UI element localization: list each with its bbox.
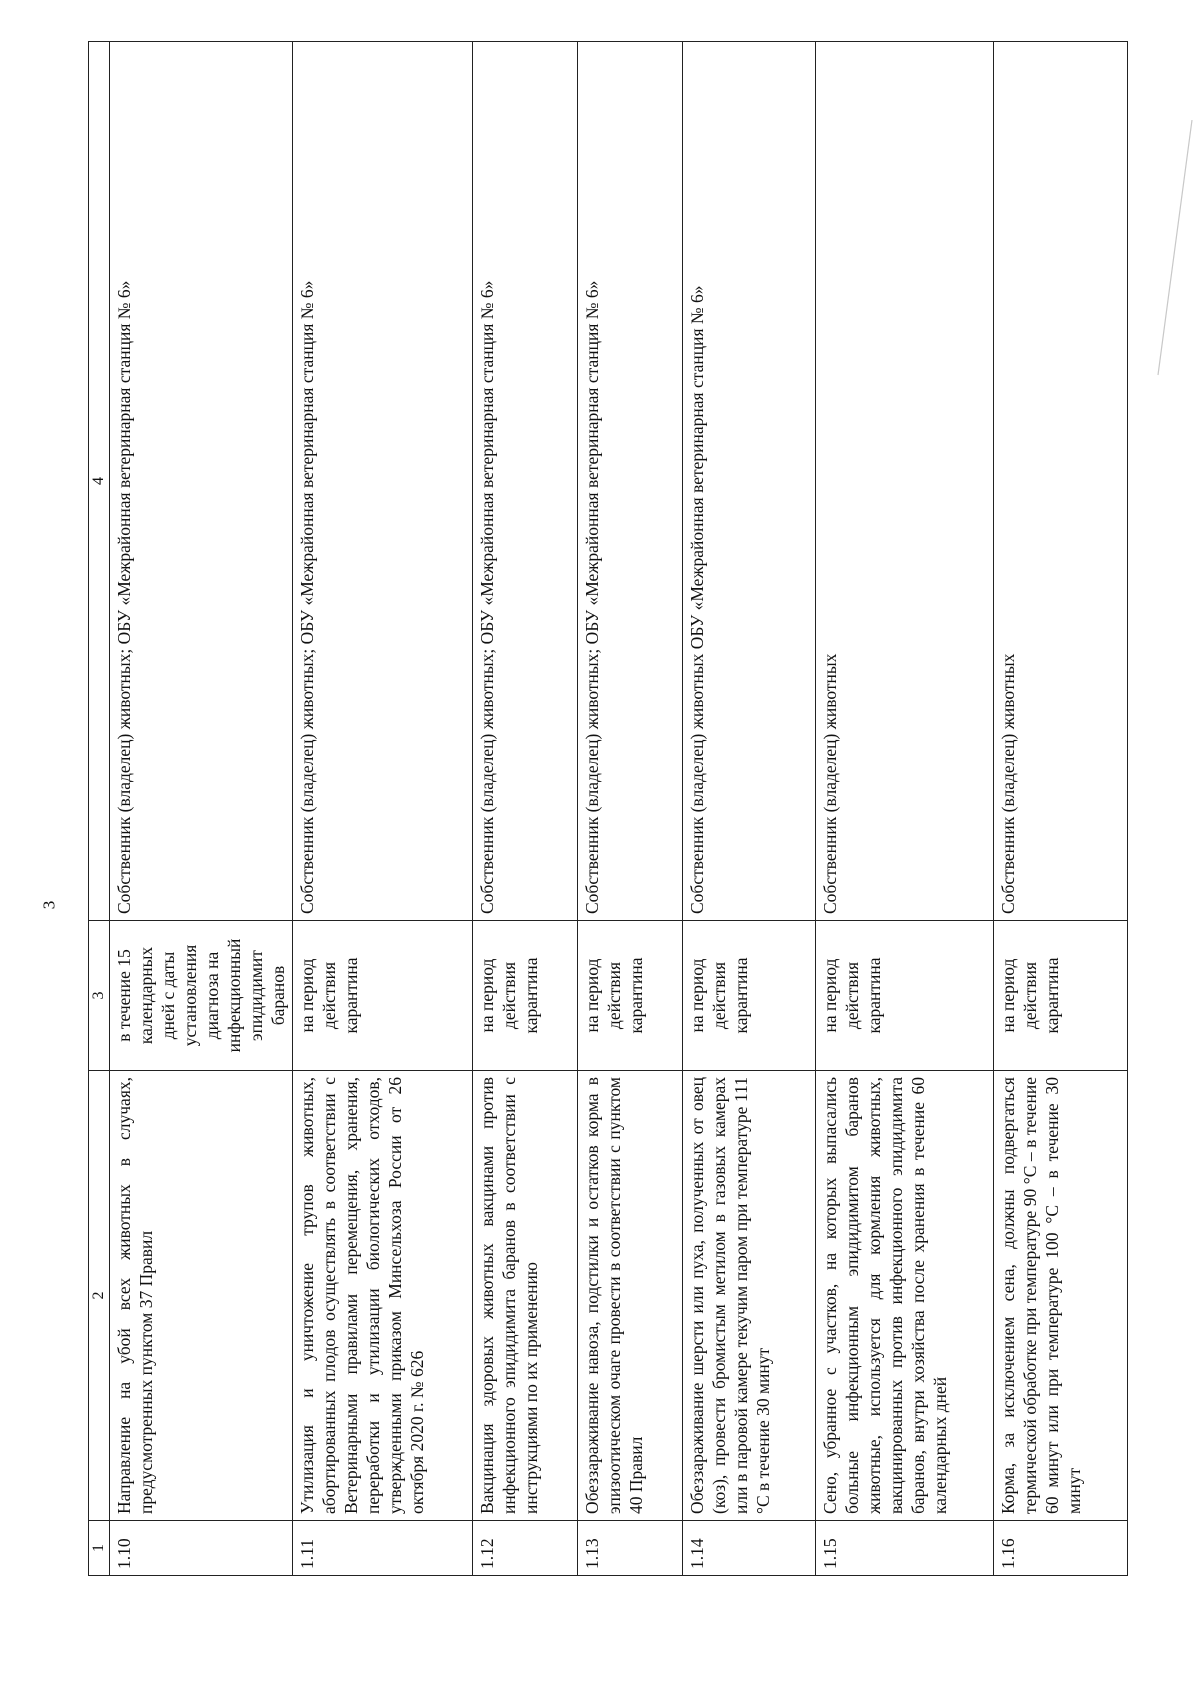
table-row (683, 42, 816, 1576)
table-row (816, 42, 994, 1576)
table-row (293, 42, 473, 1576)
row-term: на период действия карантина (816, 921, 994, 1071)
row-responsible: Собственник (владелец) животных; ОБУ «Межрайонная ветеринарная станция № 6» (293, 42, 473, 921)
row-term: в течение 15 календарных дней с даты установления диагноза на инфекционный эпидидимит баранов (110, 921, 293, 1071)
row-term: на период действия карантина (994, 921, 1128, 1071)
header-cell: 3 (89, 921, 110, 1071)
row-measure: Обеззараживание шерсти или пуха, полученных от овец (коз), провести бромистым метилом в газовых камерах или в паровой камере текучим паром при температуре 111 °С в течение 30 минут (683, 1071, 816, 1521)
row-term: на период действия карантина (473, 921, 578, 1071)
row-number: 1.11 (293, 1521, 473, 1576)
row-measure: Корма, за исключением сена, должны подвергаться термической обработке при температуре 90 °С – в течение 60 минут или при температуре 100 °С – в течение 30 минут (994, 1071, 1128, 1521)
row-number: 1.13 (578, 1521, 683, 1576)
row-responsible: Собственник (владелец) животных (816, 42, 994, 921)
row-responsible: Собственник (владелец) животных ОБУ «Межрайонная ветеринарная станция № 6» (683, 42, 816, 921)
table-header-row (89, 42, 110, 1576)
table-row (110, 42, 293, 1576)
row-term: на период действия карантина (683, 921, 816, 1071)
measures-table (88, 41, 1128, 1576)
row-measure: Утилизация и уничтожение трупов животных, абортированных плодов осуществлять в соответствии с Ветеринарными правилами перемещения, хранения, переработки и утилизации биологических отходов, утвержденными приказом Минсельхоза России от 26 октября 2020 г. № 626 (293, 1071, 473, 1521)
row-number: 1.15 (816, 1521, 994, 1576)
row-responsible: Собственник (владелец) животных; ОБУ «Межрайонная ветеринарная станция № 6» (473, 42, 578, 921)
row-term: на период действия карантина (293, 921, 473, 1071)
table-row (473, 42, 578, 1576)
row-term: на период действия карантина (578, 921, 683, 1071)
row-responsible: Собственник (владелец) животных; ОБУ «Межрайонная ветеринарная станция № 6» (110, 42, 293, 921)
header-cell: 4 (89, 42, 110, 921)
page-number: 3 (39, 900, 59, 910)
table-row (994, 42, 1128, 1576)
rotated-table-wrapper (88, 42, 1093, 1576)
row-number: 1.10 (110, 1521, 293, 1576)
header-cell: 2 (89, 1071, 110, 1521)
row-number: 1.14 (683, 1521, 816, 1576)
row-responsible: Собственник (владелец) животных (994, 42, 1128, 921)
row-measure: Обеззараживание навоза, подстилки и остатков корма в эпизоотическом очаге провести в соответствии с пунктом 40 Правил (578, 1071, 683, 1521)
row-measure: Вакцинация здоровых животных вакцинами против инфекционного эпидидимита баранов в соответствии с инструкциями по их применению (473, 1071, 578, 1521)
header-cell: 1 (89, 1521, 110, 1576)
row-measure: Сено, убранное с участков, на которых выпасались больные инфекционным эпидидимитом баранов животные, используется для кормления животных, вакцинированных против инфекционного эпидидимита баранов, внутри хозяйства после хранения в течение 60 календарных дней (816, 1071, 994, 1521)
scan-artifact-line (1154, 120, 1194, 380)
table-row (578, 42, 683, 1576)
row-measure: Направление на убой всех животных в случаях, предусмотренных пунктом 37 Правил (110, 1071, 293, 1521)
row-number: 1.16 (994, 1521, 1128, 1576)
row-responsible: Собственник (владелец) животных; ОБУ «Межрайонная ветеринарная станция № 6» (578, 42, 683, 921)
row-number: 1.12 (473, 1521, 578, 1576)
